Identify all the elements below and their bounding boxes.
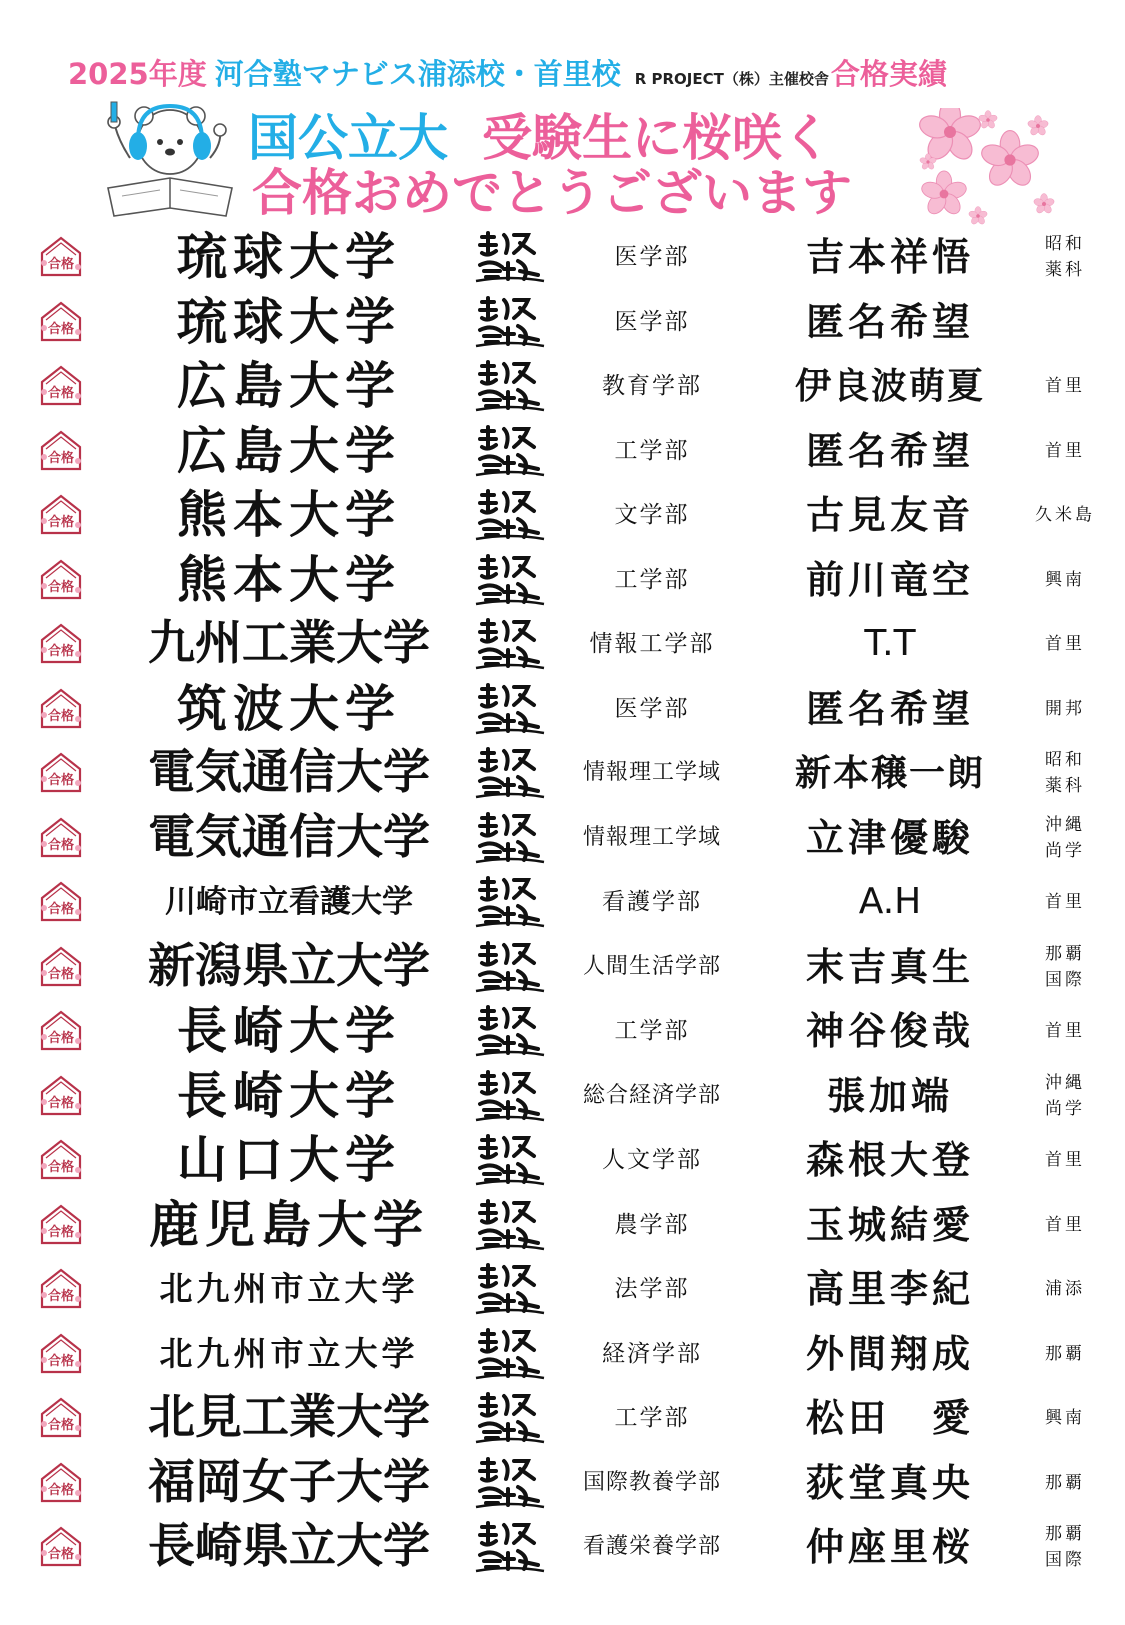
student-name: 松田 愛 bbox=[805, 1395, 974, 1440]
faculty-name: 国際教養学部 bbox=[582, 1469, 721, 1495]
pass-badge-icon bbox=[38, 943, 84, 989]
university-name: 広島大学 bbox=[177, 356, 401, 415]
current-student-pass-stamp-icon bbox=[474, 1070, 546, 1122]
svg-text:合格: 合格 bbox=[47, 708, 75, 724]
current-student-pass-stamp-icon bbox=[474, 296, 546, 348]
svg-text:合格: 合格 bbox=[47, 1353, 75, 1369]
result-row bbox=[0, 612, 1125, 677]
result-row bbox=[0, 741, 1125, 806]
university-name: 北見工業大学 bbox=[148, 1390, 430, 1445]
faculty-name: 人文学部 bbox=[602, 1147, 702, 1173]
student-name: 末吉真生 bbox=[805, 943, 974, 989]
university-name: 北九州市立大学 bbox=[159, 1269, 419, 1308]
student-name: 匿名希望 bbox=[805, 298, 974, 344]
faculty-name: 法学部 bbox=[614, 1276, 690, 1302]
student-name: 吉本祥悟 bbox=[805, 234, 974, 279]
pass-badge-icon bbox=[38, 1201, 84, 1247]
pass-badge-icon bbox=[38, 620, 84, 666]
pass-badge-icon bbox=[38, 1136, 84, 1182]
result-row bbox=[0, 999, 1125, 1064]
university-name: 熊本大学 bbox=[177, 549, 401, 609]
faculty-name: 情報理工学域 bbox=[582, 760, 721, 785]
university-name: 鹿児島大学 bbox=[149, 1194, 429, 1254]
university-name: 九州工業大学 bbox=[148, 616, 430, 671]
current-student-pass-stamp-icon bbox=[474, 1521, 546, 1573]
university-name: 筑波大学 bbox=[177, 678, 401, 738]
pass-badge-icon bbox=[38, 556, 84, 602]
result-row bbox=[0, 870, 1125, 935]
high-school-name: 首里 bbox=[1045, 1214, 1085, 1235]
student-name: 仲座里桜 bbox=[805, 1524, 974, 1569]
pass-badge-icon bbox=[38, 1394, 84, 1440]
faculty-name: 医学部 bbox=[614, 695, 690, 722]
faculty-name: 文学部 bbox=[614, 502, 690, 528]
faculty-name: 工学部 bbox=[614, 1018, 690, 1044]
result-row bbox=[0, 1322, 1125, 1387]
student-name: A.H bbox=[858, 881, 922, 922]
organizer-label: R PROJECT（株）主催校舎 bbox=[634, 70, 829, 88]
current-student-pass-stamp-icon bbox=[474, 554, 546, 606]
high-school-name: 首里 bbox=[1045, 634, 1085, 654]
student-name: 匿名希望 bbox=[805, 427, 974, 473]
faculty-name: 看護栄養学部 bbox=[582, 1534, 721, 1559]
faculty-name: 工学部 bbox=[614, 437, 690, 464]
current-student-pass-stamp-icon bbox=[474, 1005, 546, 1057]
current-student-pass-stamp-icon bbox=[474, 812, 546, 864]
university-name: 広島大学 bbox=[177, 420, 401, 480]
faculty-name: 工学部 bbox=[614, 566, 690, 593]
result-row bbox=[0, 290, 1125, 355]
high-school-name: 首里 bbox=[1045, 1150, 1085, 1170]
pass-badge-icon bbox=[38, 1523, 84, 1569]
svg-text:合格: 合格 bbox=[47, 1160, 75, 1175]
result-row bbox=[0, 806, 1125, 871]
result-row bbox=[0, 1386, 1125, 1451]
university-name: 琉球大学 bbox=[177, 227, 401, 286]
faculty-name: 人間生活学部 bbox=[582, 953, 721, 979]
current-student-pass-stamp-icon bbox=[474, 1199, 546, 1251]
faculty-name: 教育学部 bbox=[602, 373, 702, 399]
high-school-name: 首里 bbox=[1045, 440, 1085, 461]
student-name: 古見友音 bbox=[805, 492, 974, 537]
current-student-pass-stamp-icon bbox=[474, 1457, 546, 1509]
svg-text:合格: 合格 bbox=[47, 1547, 75, 1562]
result-row bbox=[0, 354, 1125, 419]
faculty-name: 工学部 bbox=[614, 1405, 690, 1431]
pass-badge-icon bbox=[38, 878, 84, 924]
pass-badge-icon bbox=[38, 1330, 84, 1376]
svg-text:合格: 合格 bbox=[47, 1095, 75, 1111]
pass-badge-icon bbox=[38, 362, 84, 408]
current-student-pass-stamp-icon bbox=[474, 1328, 546, 1380]
current-student-pass-stamp-icon bbox=[474, 683, 546, 735]
student-name: 新本穣一朗 bbox=[794, 752, 985, 794]
university-name: 山口大学 bbox=[177, 1130, 401, 1189]
svg-text:合格: 合格 bbox=[47, 386, 75, 401]
faculty-name: 総合経済学部 bbox=[582, 1082, 721, 1108]
svg-text:合格: 合格 bbox=[47, 515, 75, 530]
student-name: 高里李紀 bbox=[805, 1266, 974, 1311]
high-school-name: 那覇 国際 bbox=[1045, 943, 1085, 990]
bear-mascot-illustration bbox=[100, 100, 240, 218]
current-student-pass-stamp-icon bbox=[474, 941, 546, 993]
high-school-name: 首里 bbox=[1045, 376, 1085, 396]
headline-sakura: 受験生に桜咲く bbox=[482, 109, 832, 167]
current-student-pass-stamp-icon bbox=[474, 360, 546, 412]
svg-text:合格: 合格 bbox=[47, 321, 75, 337]
university-name: 福岡女子大学 bbox=[148, 1454, 430, 1510]
pass-badge-icon bbox=[38, 1265, 84, 1311]
university-name: 長崎大学 bbox=[177, 1065, 401, 1125]
header bbox=[0, 0, 1125, 235]
student-name: 伊良波萌夏 bbox=[794, 365, 985, 407]
result-row bbox=[0, 677, 1125, 742]
headline-2: 合格おめでとうございます bbox=[252, 164, 852, 222]
current-student-pass-stamp-icon bbox=[474, 1392, 546, 1444]
faculty-name: 経済学部 bbox=[602, 1340, 702, 1367]
pass-badge-icon bbox=[38, 749, 84, 795]
high-school-name: 那覇 bbox=[1045, 1343, 1085, 1364]
high-school-name: 興南 bbox=[1045, 1408, 1085, 1428]
student-name: 立津優駿 bbox=[805, 814, 974, 860]
university-name: 琉球大学 bbox=[177, 291, 401, 351]
university-name: 長崎大学 bbox=[177, 1001, 401, 1060]
result-row bbox=[0, 1128, 1125, 1193]
current-student-pass-stamp-icon bbox=[474, 489, 546, 541]
university-name: 電気通信大学 bbox=[148, 745, 430, 800]
student-name: 外間翔成 bbox=[805, 1330, 974, 1376]
results-list bbox=[0, 225, 1125, 1580]
high-school-name: 浦添 bbox=[1045, 1279, 1085, 1299]
svg-text:合格: 合格 bbox=[47, 1224, 75, 1240]
svg-text:合格: 合格 bbox=[47, 1031, 75, 1046]
svg-text:合格: 合格 bbox=[47, 644, 75, 659]
svg-text:合格: 合格 bbox=[47, 257, 75, 272]
student-name: T.T bbox=[864, 623, 916, 664]
school-name: 河合塾マナビス浦添校・首里校 bbox=[214, 57, 621, 91]
pass-badge-icon bbox=[38, 685, 84, 731]
high-school-name: 興南 bbox=[1045, 569, 1085, 590]
pass-badge-icon bbox=[38, 491, 84, 537]
faculty-name: 医学部 bbox=[614, 244, 690, 270]
university-name: 新潟県立大学 bbox=[148, 938, 430, 994]
results-label: 合格実績 bbox=[830, 57, 947, 91]
high-school-name: 那覇 国際 bbox=[1045, 1524, 1085, 1570]
svg-text:合格: 合格 bbox=[47, 450, 75, 466]
cherry-blossom-illustration bbox=[918, 108, 1058, 233]
high-school-name: 首里 bbox=[1045, 1021, 1085, 1041]
student-name: 張加端 bbox=[826, 1072, 953, 1118]
result-row bbox=[0, 548, 1125, 613]
pass-badge-icon bbox=[38, 1007, 84, 1053]
svg-text:合格: 合格 bbox=[47, 579, 75, 595]
faculty-name: 医学部 bbox=[614, 308, 690, 335]
university-name: 北九州市立大学 bbox=[159, 1333, 419, 1373]
university-name: 電気通信大学 bbox=[148, 809, 430, 865]
university-name: 熊本大学 bbox=[177, 485, 401, 544]
student-name: 匿名希望 bbox=[805, 685, 974, 731]
year-label: 2025年度 bbox=[68, 57, 207, 91]
svg-text:合格: 合格 bbox=[47, 1289, 75, 1304]
high-school-name: 開邦 bbox=[1045, 698, 1085, 719]
headline-national-univ: 国公立大 bbox=[248, 109, 448, 167]
high-school-name: 昭和 薬科 bbox=[1045, 750, 1085, 796]
result-row bbox=[0, 1515, 1125, 1580]
high-school-name: 首里 bbox=[1045, 892, 1085, 912]
current-student-pass-stamp-icon bbox=[474, 876, 546, 928]
faculty-name: 情報理工学域 bbox=[582, 824, 721, 850]
high-school-name: 那覇 bbox=[1045, 1472, 1085, 1493]
high-school-name: 沖縄 尚学 bbox=[1045, 1072, 1085, 1119]
pass-badge-icon bbox=[38, 298, 84, 344]
result-row bbox=[0, 1257, 1125, 1322]
student-name: 玉城結愛 bbox=[805, 1201, 974, 1247]
current-student-pass-stamp-icon bbox=[474, 618, 546, 670]
student-name: 前川竜空 bbox=[805, 556, 974, 602]
high-school-name: 沖縄 尚学 bbox=[1045, 814, 1085, 861]
student-name: 森根大登 bbox=[805, 1137, 974, 1182]
svg-text:合格: 合格 bbox=[47, 966, 75, 982]
result-row bbox=[0, 1064, 1125, 1129]
student-name: 神谷俊哉 bbox=[805, 1008, 974, 1053]
faculty-name: 看護学部 bbox=[602, 889, 702, 915]
pass-badge-icon bbox=[38, 814, 84, 860]
result-row bbox=[0, 935, 1125, 1000]
high-school-name: 久米島 bbox=[1035, 505, 1095, 525]
high-school-name: 昭和 薬科 bbox=[1045, 234, 1085, 280]
result-row bbox=[0, 1193, 1125, 1258]
result-row bbox=[0, 419, 1125, 484]
current-student-pass-stamp-icon bbox=[474, 425, 546, 477]
university-name: 長崎県立大学 bbox=[148, 1519, 430, 1574]
current-student-pass-stamp-icon bbox=[474, 1134, 546, 1186]
svg-text:合格: 合格 bbox=[47, 1418, 75, 1433]
svg-text:合格: 合格 bbox=[47, 837, 75, 853]
result-row bbox=[0, 1451, 1125, 1516]
svg-text:合格: 合格 bbox=[47, 902, 75, 917]
svg-text:合格: 合格 bbox=[47, 1482, 75, 1498]
pass-badge-icon bbox=[38, 1459, 84, 1505]
pass-badge-icon bbox=[38, 427, 84, 473]
faculty-name: 農学部 bbox=[614, 1211, 690, 1238]
student-name: 荻堂真央 bbox=[805, 1459, 974, 1505]
university-name: 川崎市立看護大学 bbox=[165, 884, 413, 920]
pass-badge-icon bbox=[38, 233, 84, 279]
svg-text:合格: 合格 bbox=[47, 773, 75, 788]
pass-badge-icon bbox=[38, 1072, 84, 1118]
current-student-pass-stamp-icon bbox=[474, 1263, 546, 1315]
current-student-pass-stamp-icon bbox=[474, 231, 546, 283]
result-row bbox=[0, 483, 1125, 548]
high-school-name bbox=[1020, 290, 1110, 354]
result-row bbox=[0, 225, 1125, 290]
title-line bbox=[68, 52, 947, 93]
faculty-name: 情報工学部 bbox=[589, 631, 715, 657]
current-student-pass-stamp-icon bbox=[474, 747, 546, 799]
